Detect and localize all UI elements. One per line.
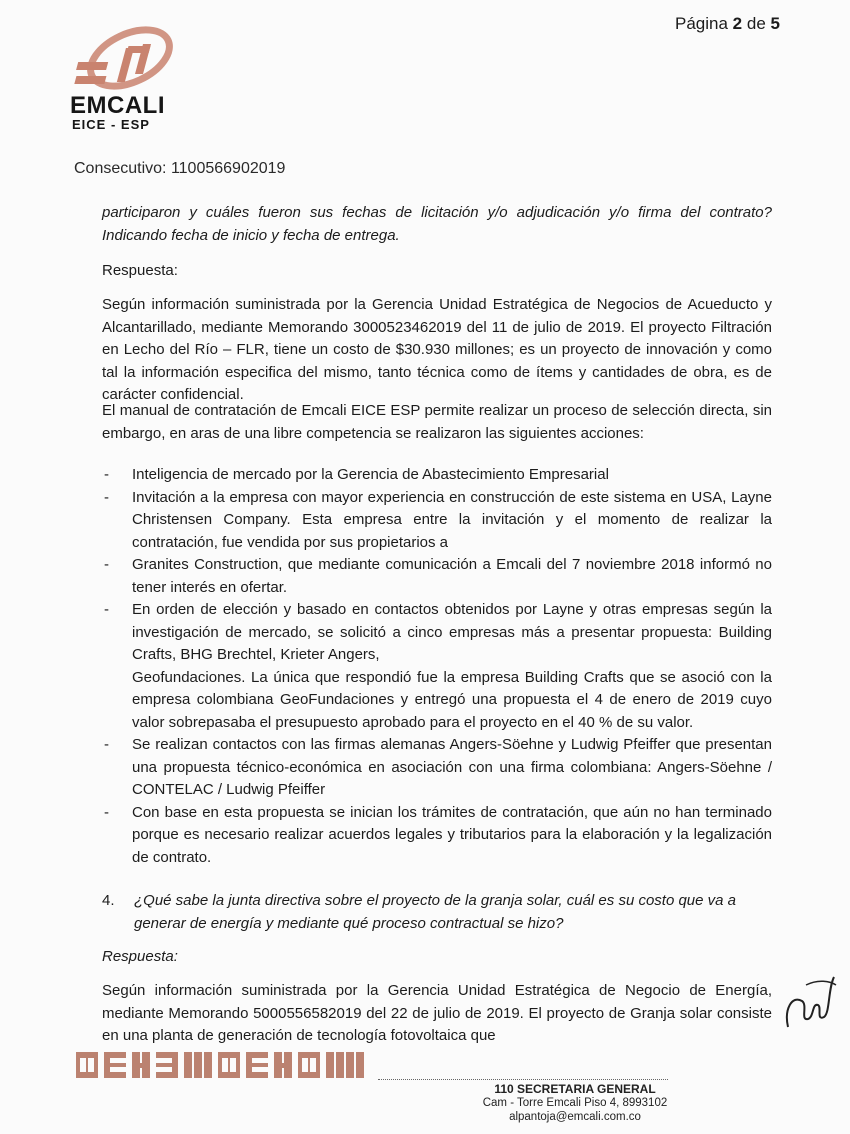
list-item: - Se realizan contactos con las firmas alemanas Angers-Söehne y Ludwig Pfeiffer que presentan una propuesta técnico-económica en asociación con una firma colombiana: Angers-Söehne / CONTELAC / Ludwig Pfeiffer <box>102 734 772 802</box>
list-item-text: En orden de elección y basado en contactos obtenidos por Layne y otras empresas según la investigación de mercado, se solicitó a cinco empresas más a presentar propuesta: Building Crafts, BHG Brechtel, Krieter Angers, <box>132 601 772 663</box>
footer-department: 110 SECRETARIA GENERAL <box>494 1082 656 1096</box>
question-continuation: participaron y cuáles fueron sus fechas de licitación y/o adjudicación y/o firma del contrato? Indicando fecha de inicio y fecha de entrega. <box>102 204 772 244</box>
question-4 <box>102 890 772 935</box>
respuesta-label-2: Respuesta: <box>102 948 178 965</box>
list-item: - Con base en esta propuesta se inician los trámites de contratación, que aún no han terminado porque es necesario realizar acuerdos legales y tributarios para la elaboración y la legalización de contrato. <box>102 802 772 870</box>
list-item: - Inteligencia de mercado por la Gerencia de Abastecimiento Empresarial <box>102 464 772 487</box>
footer-email: alpantoja@emcali.com.co <box>509 1111 641 1123</box>
list-item: - Invitación a la empresa con mayor experiencia en construcción de este sistema en USA, Layne Christensen Company. Esta empresa entre la invitación y el momento de realizar la contratación, fue vendida por sus propietarios a <box>102 487 772 555</box>
respuesta-paragraph-1: Según información suministrada por la Gerencia Unidad Estratégica de Negocios de Acueducto y Alcantarillado, mediante Memorando 3000523462019 del 11 de julio de 2019. El proyecto Filtración en Lecho del Río – FLR, tiene un costo de $30.930 millones; es un proyecto de innovación y como tal la información especifica del mismo, tanto técnica como de ítems y cantidades de obra, es de carácter confidencial. <box>102 296 772 403</box>
question-number: 4. <box>102 892 115 909</box>
respuesta2-paragraph-1: Según información suministrada por la Gerencia Unidad Estratégica de Negocio de Energía, mediante Memorando 5000556582019 del 22 de julio de 2019. El proyecto de Granja solar consiste en una planta de generación de tecnología fotovoltaica que <box>102 982 772 1044</box>
page-number <box>675 14 780 34</box>
question-text: ¿Qué sabe la junta directiva sobre el proyecto de la granja solar, cuál es su costo que va a generar de energía y mediante qué proceso contractual se hizo? <box>134 892 737 932</box>
page-total: 5 <box>770 14 780 33</box>
footer-divider <box>378 1079 668 1080</box>
page-label: Página <box>675 14 728 33</box>
respuesta-paragraph-2: El manual de contratación de Emcali EICE ESP permite realizar un proceso de selección directa, sin embargo, en aras de una libre competencia se realizaron las siguientes acciones: <box>102 402 772 442</box>
page-current: 2 <box>732 14 743 33</box>
logo-subtitle: EICE - ESP <box>72 117 150 132</box>
list-item <box>102 599 772 734</box>
actions-list <box>102 464 772 869</box>
list-item-continuation: Geofundaciones. La única que respondió fue la empresa Building Crafts que se asoció con la empresa colombiana GeoFundaciones y entregó una propuesta el 4 de enero de 2019 cuyo valor sobrepasaba el presupuesto aprobado para el proyecto en el 40 % de su valor. <box>132 668 772 731</box>
logo-name: EMCALI <box>70 92 165 119</box>
footer-contact <box>440 1082 710 1124</box>
respuesta-label: Respuesta: <box>102 262 178 279</box>
footer-address: Cam - Torre Emcali Piso 4, 8993102 <box>482 1097 668 1109</box>
signature-icon <box>778 965 840 1045</box>
consecutivo-number: Consecutivo: 1100566902019 <box>74 160 286 177</box>
footer-pattern-icon <box>76 1048 376 1082</box>
list-item: - Granites Construction, que mediante comunicación a Emcali del 7 noviembre 2018 informó no tener interés en ofertar. <box>102 554 772 599</box>
page-of: de <box>746 14 766 33</box>
